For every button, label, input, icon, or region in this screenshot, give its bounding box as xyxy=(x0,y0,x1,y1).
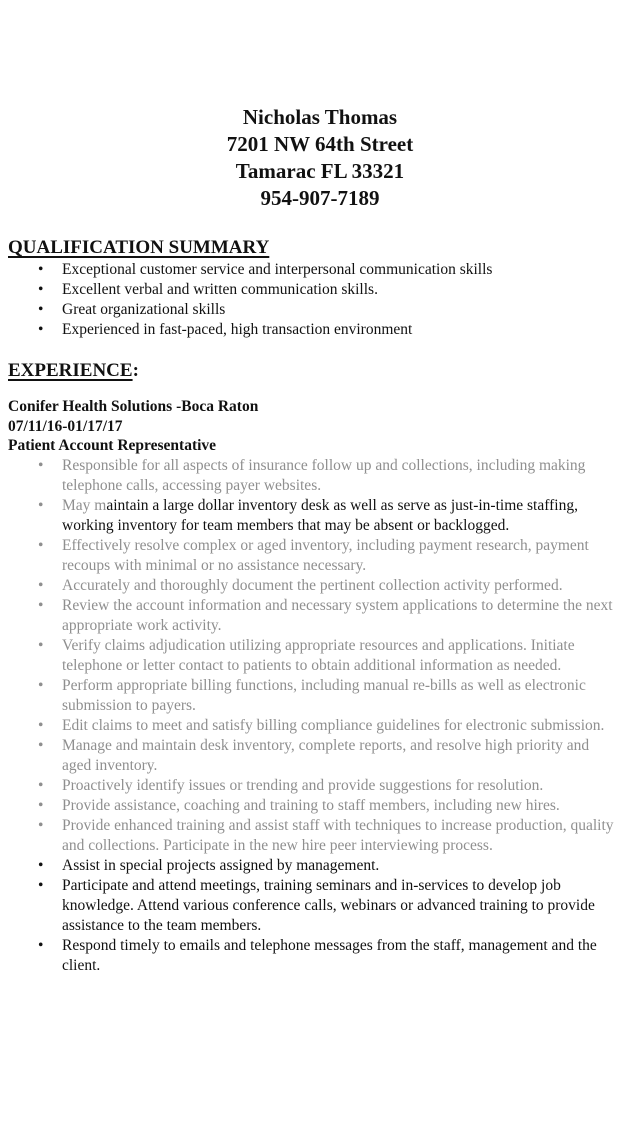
bullet-text: Review the account information and necessary system applications to determine the next appropriate work activity. xyxy=(62,596,613,634)
qualification-item xyxy=(0,280,616,300)
bullet-text: Accurately and thoroughly document the pertinent collection activity performed. xyxy=(62,576,563,594)
phone-number: 954-907-7189 xyxy=(260,186,380,210)
qualification-item xyxy=(0,320,616,340)
bullet-text: Proactively identify issues or trending and provide suggestions for resolution. xyxy=(62,776,544,794)
bullet-text: Manage and maintain desk inventory, complete reports, and resolve high priority and aged inventory. xyxy=(62,736,590,774)
bullet-text: Exceptional customer service and interpersonal communication skills xyxy=(62,261,493,278)
experience-heading-colon: : xyxy=(132,360,139,381)
job-employer: Conifer Health Solutions -Boca Raton xyxy=(8,398,259,415)
bullet-text: Effectively resolve complex or aged inventory, including payment research, payment recoups with minimal or no assistance necessary. xyxy=(62,536,589,574)
qualification-summary-heading-text: QUALIFICATION SUMMARY xyxy=(8,237,270,258)
experience-bullet xyxy=(0,576,616,596)
bullet-text: Excellent verbal and written communication skills. xyxy=(62,281,378,298)
bullet-text-rest: aintain a large dollar inventory desk as well as serve as just-in-time staffing, working inventory for team members that may be absent or backlogged. xyxy=(62,496,578,534)
bullet-text: Experienced in fast-paced, high transaction environment xyxy=(62,321,413,338)
experience-bullet xyxy=(0,936,616,976)
bullet-text: Respond timely to emails and telephone messages from the staff, management and the client. xyxy=(62,936,597,974)
qualification-item xyxy=(0,300,616,320)
experience-heading xyxy=(8,359,640,383)
experience-bullet xyxy=(0,776,616,796)
bullet-text: Perform appropriate billing functions, including manual re-bills as well as electronic submission to payers. xyxy=(62,676,586,714)
experience-bullet xyxy=(0,736,616,776)
qualification-summary-heading xyxy=(8,236,640,260)
qualification-list xyxy=(0,260,640,340)
address-line-2: Tamarac FL 33321 xyxy=(235,159,405,183)
job-title: Patient Account Representative xyxy=(8,437,217,454)
contact-header xyxy=(0,0,640,212)
bullet-text: Assist in special projects assigned by management. xyxy=(62,856,380,874)
experience-bullet xyxy=(0,496,616,536)
experience-bullet xyxy=(0,676,616,716)
job-dates: 07/11/16-01/17/17 xyxy=(8,417,123,435)
qualification-item xyxy=(0,260,616,280)
bullet-text: Great organizational skills xyxy=(62,301,226,318)
bullet-text: Participate and attend meetings, training seminars and in-services to develop job knowledge. Attend various conference calls, webinars or advanced training to provide assistance to the team members. xyxy=(62,876,595,934)
address-line-1: 7201 NW 64th Street xyxy=(226,132,414,156)
experience-bullet xyxy=(0,856,616,876)
experience-bullet xyxy=(0,636,616,676)
experience-bullet xyxy=(0,816,616,856)
experience-bullet xyxy=(0,456,616,496)
bullet-text: Responsible for all aspects of insurance follow up and collections, including making telephone calls, accessing payer websites. xyxy=(62,456,586,494)
experience-bullet xyxy=(0,536,616,576)
experience-list xyxy=(0,456,640,976)
bullet-text-lead: May m xyxy=(62,496,107,514)
candidate-name: Nicholas Thomas xyxy=(242,105,398,129)
job-header xyxy=(8,397,640,456)
experience-bullet xyxy=(0,716,616,736)
bullet-text: Verify claims adjudication utilizing appropriate resources and applications. Initiate telephone or letter contact to patients to obtain additional information as needed. xyxy=(62,636,575,674)
bullet-text: Provide assistance, coaching and training to staff members, including new hires. xyxy=(62,796,560,814)
bullet-text: Edit claims to meet and satisfy billing compliance guidelines for electronic submission. xyxy=(62,716,605,734)
experience-bullet xyxy=(0,796,616,816)
experience-bullet xyxy=(0,596,616,636)
experience-bullet xyxy=(0,876,616,936)
experience-heading-text: EXPERIENCE xyxy=(8,360,133,381)
bullet-text: Provide enhanced training and assist staff with techniques to increase production, quality and collections. Participate in the new hire peer interviewing process. xyxy=(62,816,614,854)
